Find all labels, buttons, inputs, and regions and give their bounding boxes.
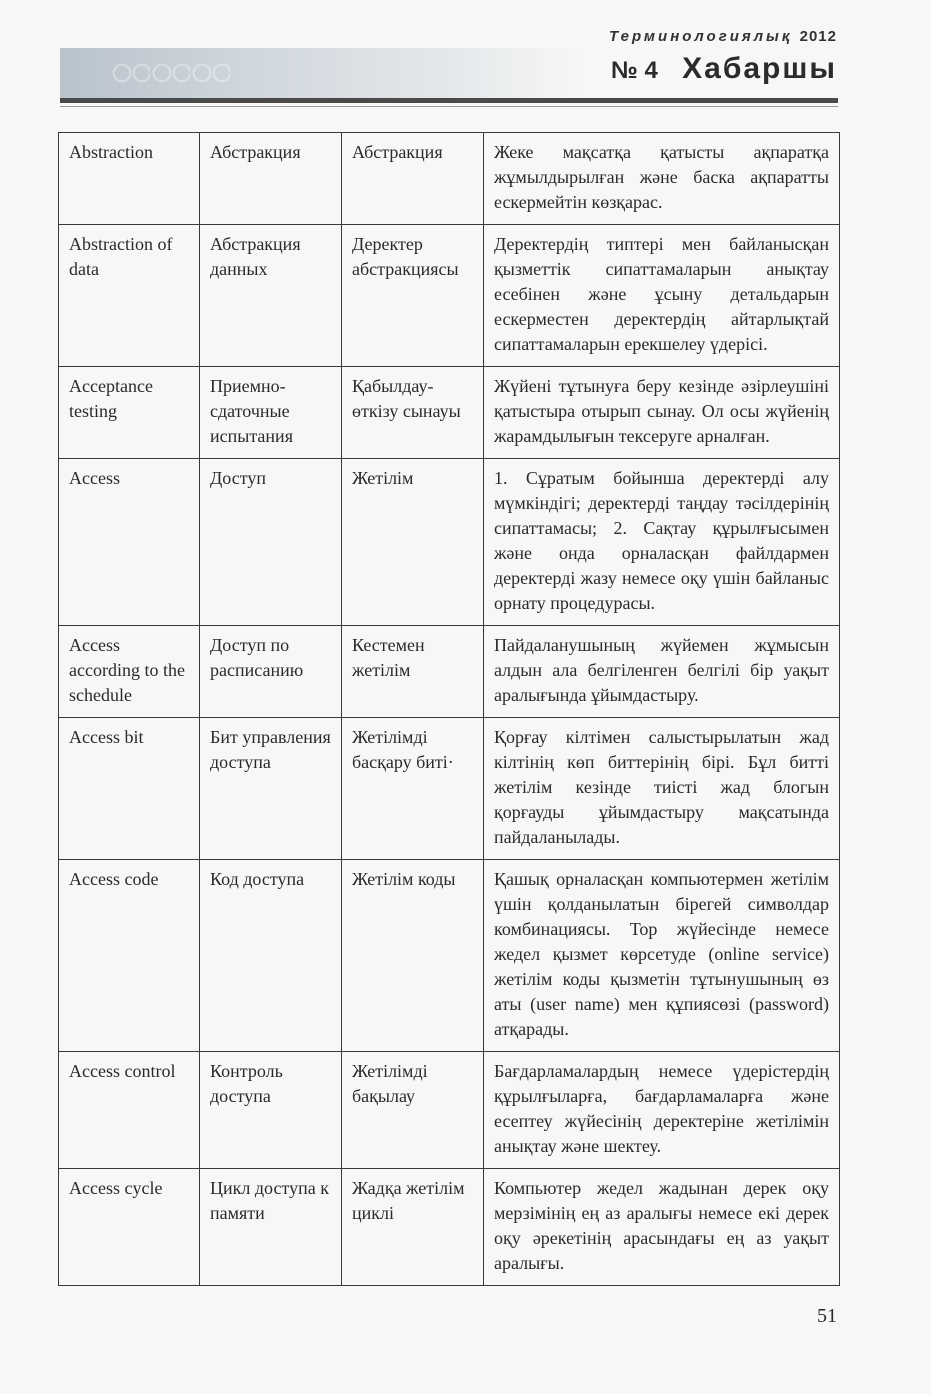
journal-title-line	[609, 28, 837, 45]
page-number: 51	[817, 1305, 837, 1327]
table-row	[59, 367, 840, 459]
term-russian: Доступ по расписанию	[200, 626, 342, 718]
table-row	[59, 225, 840, 367]
term-definition: Қорғау кілтімен салыстырылатын жад кілтінің көп биттерінің бірі. Бұл битті жетілім кезінде тиісті жад блогын қорғауды ұйымдастыру мақсатында пайдаланылады.	[484, 718, 840, 860]
term-english: Acceptance testing	[59, 367, 200, 459]
term-english: Access cycle	[59, 1169, 200, 1286]
term-definition: Компьютер жедел жадынан дерек оқу мерзімінің ең аз аралығы немесе екі дерек оқу әрекетінің арасындағы ең аз уақыт аралығы.	[484, 1169, 840, 1286]
term-russian: Приемно-сдаточные испытания	[200, 367, 342, 459]
table-row	[59, 1169, 840, 1286]
term-definition: 1. Сұратым бойынша деректерді алу мүмкіндігі; деректерді таңдау тәсілдерінің сипаттамасы; 2. Сақтау құрылғысымен және онда орналасқан файлдармен деректерді жазу немесе оқу үшін байланыс орнату процедурасы.	[484, 459, 840, 626]
term-russian: Абстракция данных	[200, 225, 342, 367]
journal-issue-line	[611, 52, 837, 86]
term-definition: Бағдарламалардың немесе үдерістердің құрылғыларға, бағдарламаларға және есептеу жүйесінің деректеріне жетілімін анықтау және шектеу.	[484, 1052, 840, 1169]
term-russian: Код доступа	[200, 860, 342, 1052]
term-english: Abstraction	[59, 133, 200, 225]
table-row	[59, 860, 840, 1052]
header-rule-thin	[60, 106, 838, 107]
term-definition: Қашық орналасқан компьютермен жетілім үшін қолданылатын бірегей символдар комбинациясы. Тор жүйесінде немесе жедел қызмет көрсетуде (online service) жетілім коды қызметін тұтынушының өз аты (user name) мен құпиясөзі (password) атқарады.	[484, 860, 840, 1052]
term-kazakh: Қабылдау-өткізу сынауы	[342, 367, 484, 459]
bulletin-title: Хабаршы	[682, 52, 837, 85]
term-russian: Контроль доступа	[200, 1052, 342, 1169]
term-kazakh: Жетілімді басқару биті·	[342, 718, 484, 860]
term-english: Access bit	[59, 718, 200, 860]
journal-year: 2012	[799, 28, 837, 45]
term-russian: Доступ	[200, 459, 342, 626]
term-kazakh: Жетілімді бақылау	[342, 1052, 484, 1169]
term-kazakh: Абстракция	[342, 133, 484, 225]
table-row	[59, 1052, 840, 1169]
table-row	[59, 459, 840, 626]
term-kazakh: Кестемен жетілім	[342, 626, 484, 718]
term-english: Access according to the schedule	[59, 626, 200, 718]
term-english: Access	[59, 459, 200, 626]
table-row	[59, 718, 840, 860]
term-russian: Цикл доступа к памяти	[200, 1169, 342, 1286]
term-kazakh: Жетілім	[342, 459, 484, 626]
ornament-pattern	[110, 54, 230, 92]
table-row	[59, 133, 840, 225]
term-definition: Пайдаланушының жүйемен жұмысын алдын ала белгіленген белгілі бір уақыт аралығында ұйымдастыру.	[484, 626, 840, 718]
term-english: Access code	[59, 860, 200, 1052]
term-russian: Абстракция	[200, 133, 342, 225]
issue-number: № 4	[611, 57, 658, 84]
term-english: Abstraction of data	[59, 225, 200, 367]
term-kazakh: Деректер абстракциясы	[342, 225, 484, 367]
term-definition: Жеке мақсатқа қатысты ақпаратқа жұмылдырылған және баска ақпаратты ескермейтін көзқарас.	[484, 133, 840, 225]
term-english: Access control	[59, 1052, 200, 1169]
table-row	[59, 626, 840, 718]
header-rule	[60, 98, 838, 103]
term-kazakh: Жетілім коды	[342, 860, 484, 1052]
term-russian: Бит управления доступа	[200, 718, 342, 860]
terminology-table	[58, 132, 840, 1286]
journal-title: Терминологиялық	[609, 28, 793, 45]
term-definition: Жүйені тұтынуға беру кезінде әзірлеушіні қатыстыра отырып сынау. Ол осы жүйенің жарамдылығын тексеруге арналған.	[484, 367, 840, 459]
term-kazakh: Жадқа жетілім циклі	[342, 1169, 484, 1286]
term-definition: Деректердің типтері мен байланысқан қызметтік сипаттамаларын анықтау есебінен және ұсыну детальдарын ескерместен деректердің айтарлықтай сипаттамаларын ерекшелеу үдерісі.	[484, 225, 840, 367]
